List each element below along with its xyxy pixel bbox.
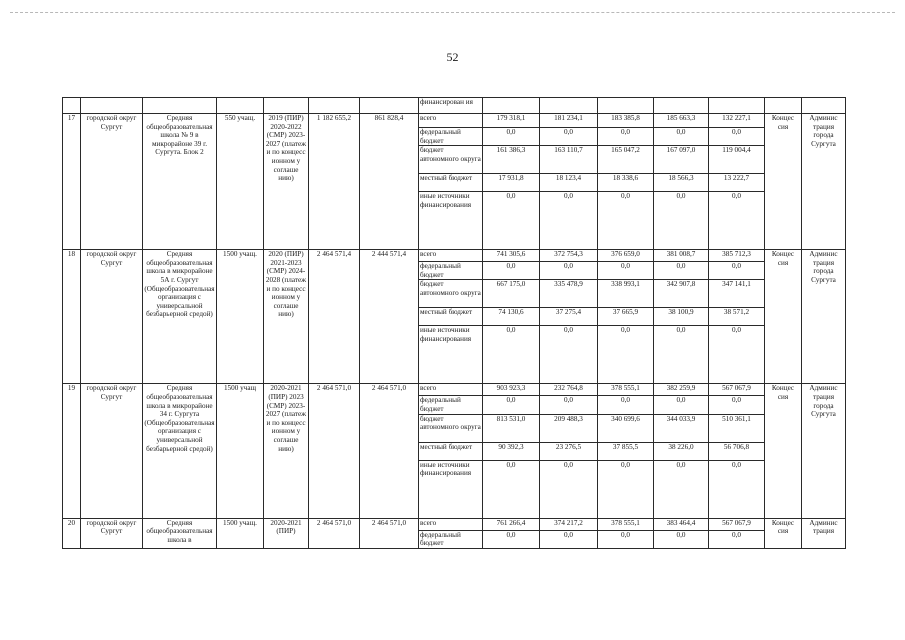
capacity-cell: 1500 учащ [217,384,264,518]
cost-remaining-cell: 861 828,4 [360,114,419,250]
table-row [63,250,846,262]
value-cell: 0,0 [483,128,540,146]
page-number: 52 [446,50,459,64]
locality-cell: городской округ Сургут [81,384,143,518]
value-cell: 74 130,6 [483,308,540,326]
value-cell: 0,0 [654,326,709,384]
value-cell: 0,0 [654,530,709,548]
value-cell: 0,0 [540,460,598,518]
value-cell: 18 338,6 [598,174,654,192]
value-cell: 0,0 [483,530,540,548]
value-cell: 0,0 [654,262,709,280]
source-label: местный бюджет [419,442,483,460]
cost-total-cell: 2 464 571,4 [309,250,360,384]
value-cell: 567 067,9 [709,384,765,396]
value-cell: 741 305,6 [483,250,540,262]
value-cell: 761 266,4 [483,518,540,530]
capacity-cell: 1500 учащ. [217,518,264,548]
period-cell: 2020 (ПИР) 2021-2023 (СМР) 2024-2028 (платеж и по концесс ионном у соглаше нию) [264,250,309,384]
value-cell: 372 754,3 [540,250,598,262]
value-cell: 0,0 [540,530,598,548]
investment-table [62,97,846,549]
value-cell: 0,0 [540,396,598,414]
value-cell: 0,0 [598,396,654,414]
table-row [63,98,846,114]
value-cell: 56 706,8 [709,442,765,460]
source-label: местный бюджет [419,308,483,326]
cost-total-cell: 2 464 571,0 [309,384,360,518]
value-cell: 119 004,4 [709,146,765,174]
locality-cell: городской округ Сургут [81,114,143,250]
capacity-cell: 550 учащ. [217,114,264,250]
mechanism-cell: Концес сия [765,114,802,250]
value-cell: 38 571,2 [709,308,765,326]
value-cell: 0,0 [654,460,709,518]
value-cell: 0,0 [709,396,765,414]
value-cell: 232 764,8 [540,384,598,396]
value-cell: 567 067,9 [709,518,765,530]
value-cell: 0,0 [540,262,598,280]
source-label: бюджет автономного округа [419,414,483,442]
row-number: 20 [63,518,81,548]
value-cell: 0,0 [709,128,765,146]
source-label: иные источники финансирования [419,192,483,250]
value-cell: 0,0 [598,128,654,146]
value-cell: 183 385,8 [598,114,654,128]
source-cell: финансирован ия [419,98,483,114]
value-cell: 38 100,9 [654,308,709,326]
value-cell: 0,0 [540,192,598,250]
object-name-cell: Средняя общеобразовательная школа в [143,518,217,548]
customer-cell: Админис трация города Сургута [802,250,846,384]
value-cell: 0,0 [598,530,654,548]
source-label: федеральный бюджет [419,530,483,548]
source-label: федеральный бюджет [419,262,483,280]
value-cell: 0,0 [540,326,598,384]
value-cell: 0,0 [598,460,654,518]
value-cell: 813 531,0 [483,414,540,442]
value-cell: 376 659,0 [598,250,654,262]
cost-total-cell: 1 182 655,2 [309,114,360,250]
value-cell: 0,0 [598,326,654,384]
value-cell: 342 907,8 [654,280,709,308]
value-cell: 0,0 [483,460,540,518]
value-cell: 163 110,7 [540,146,598,174]
table-row [63,114,846,128]
value-cell: 0,0 [654,192,709,250]
value-cell: 0,0 [709,192,765,250]
source-label: иные источники финансирования [419,326,483,384]
scan-top-edge [10,12,895,13]
value-cell: 0,0 [483,192,540,250]
period-cell: 2020-2021 (ПИР) 2023 (СМР) 2023-2027 (платеж и по концесс ионном у соглаше нию) [264,384,309,518]
mechanism-cell: Концес сия [765,384,802,518]
value-cell: 185 663,3 [654,114,709,128]
value-cell: 38 226,0 [654,442,709,460]
value-cell: 209 488,3 [540,414,598,442]
value-cell: 179 318,1 [483,114,540,128]
table-row [63,384,846,396]
value-cell: 0,0 [483,326,540,384]
source-label: федеральный бюджет [419,128,483,146]
value-cell: 347 141,1 [709,280,765,308]
period-cell: 2020-2021 (ПИР) [264,518,309,548]
source-label: всего [419,114,483,128]
value-cell: 0,0 [598,192,654,250]
source-label: бюджет автономного округа [419,146,483,174]
value-cell: 374 217,2 [540,518,598,530]
object-name-cell: Средняя общеобразовательная школа в микрорайоне 5А г. Сургут (Общеобразовательная организация с универсальной безбарьерной средой) [143,250,217,384]
capacity-cell: 1500 учащ. [217,250,264,384]
cost-remaining-cell: 2 464 571,0 [360,384,419,518]
mechanism-cell: Концес сия [765,518,802,548]
source-label: бюджет автономного округа [419,280,483,308]
value-cell: 18 123,4 [540,174,598,192]
value-cell: 0,0 [654,396,709,414]
cost-total-cell: 2 464 571,0 [309,518,360,548]
value-cell: 0,0 [483,262,540,280]
value-cell: 132 227,1 [709,114,765,128]
value-cell: 18 566,3 [654,174,709,192]
value-cell: 510 361,1 [709,414,765,442]
source-label: местный бюджет [419,174,483,192]
value-cell: 903 923,3 [483,384,540,396]
value-cell: 0,0 [709,326,765,384]
value-cell: 13 222,7 [709,174,765,192]
period-cell: 2019 (ПИР) 2020-2022 (СМР) 2023-2027 (платеж и по концесс ионном у соглаше нию) [264,114,309,250]
row-number: 19 [63,384,81,518]
value-cell: 0,0 [540,128,598,146]
locality-cell: городской округ Сургут [81,518,143,548]
customer-cell: Админис трация [802,518,846,548]
value-cell: 0,0 [709,460,765,518]
value-cell: 0,0 [598,262,654,280]
value-cell: 382 259,9 [654,384,709,396]
value-cell: 37 665,9 [598,308,654,326]
value-cell: 167 097,0 [654,146,709,174]
value-cell: 23 276,5 [540,442,598,460]
cost-remaining-cell: 2 444 571,4 [360,250,419,384]
value-cell: 90 392,3 [483,442,540,460]
value-cell: 378 555,1 [598,384,654,396]
value-cell: 17 931,8 [483,174,540,192]
cost-remaining-cell: 2 464 571,0 [360,518,419,548]
value-cell: 0,0 [483,396,540,414]
object-name-cell: Средняя общеобразовательная школа в микрорайоне 34 г. Сургута (Общеобразовательная организация с универсальной безбарьерной средой) [143,384,217,518]
source-label: федеральный бюджет [419,396,483,414]
value-cell: 335 478,9 [540,280,598,308]
table-row [63,518,846,530]
value-cell: 667 175,0 [483,280,540,308]
source-label: иные источники финансирования [419,460,483,518]
source-label: всего [419,384,483,396]
value-cell: 0,0 [709,262,765,280]
value-cell: 338 993,1 [598,280,654,308]
value-cell: 383 464,4 [654,518,709,530]
value-cell: 165 047,2 [598,146,654,174]
source-label: всего [419,518,483,530]
row-number: 17 [63,114,81,250]
locality-cell: городской округ Сургут [81,250,143,384]
object-name-cell: Средняя общеобразовательная школа № 9 в микрорайоне 39 г. Сургута. Блок 2 [143,114,217,250]
source-label: всего [419,250,483,262]
value-cell: 340 699,6 [598,414,654,442]
value-cell: 385 712,3 [709,250,765,262]
customer-cell: Админис трация города Сургута [802,114,846,250]
mechanism-cell: Концес сия [765,250,802,384]
customer-cell: Админис трация города Сургута [802,384,846,518]
value-cell: 344 033,9 [654,414,709,442]
value-cell: 37 275,4 [540,308,598,326]
value-cell: 0,0 [654,128,709,146]
value-cell: 37 855,5 [598,442,654,460]
value-cell: 0,0 [709,530,765,548]
row-number: 18 [63,250,81,384]
value-cell: 378 555,1 [598,518,654,530]
value-cell: 381 008,7 [654,250,709,262]
value-cell: 161 386,3 [483,146,540,174]
value-cell: 181 234,1 [540,114,598,128]
